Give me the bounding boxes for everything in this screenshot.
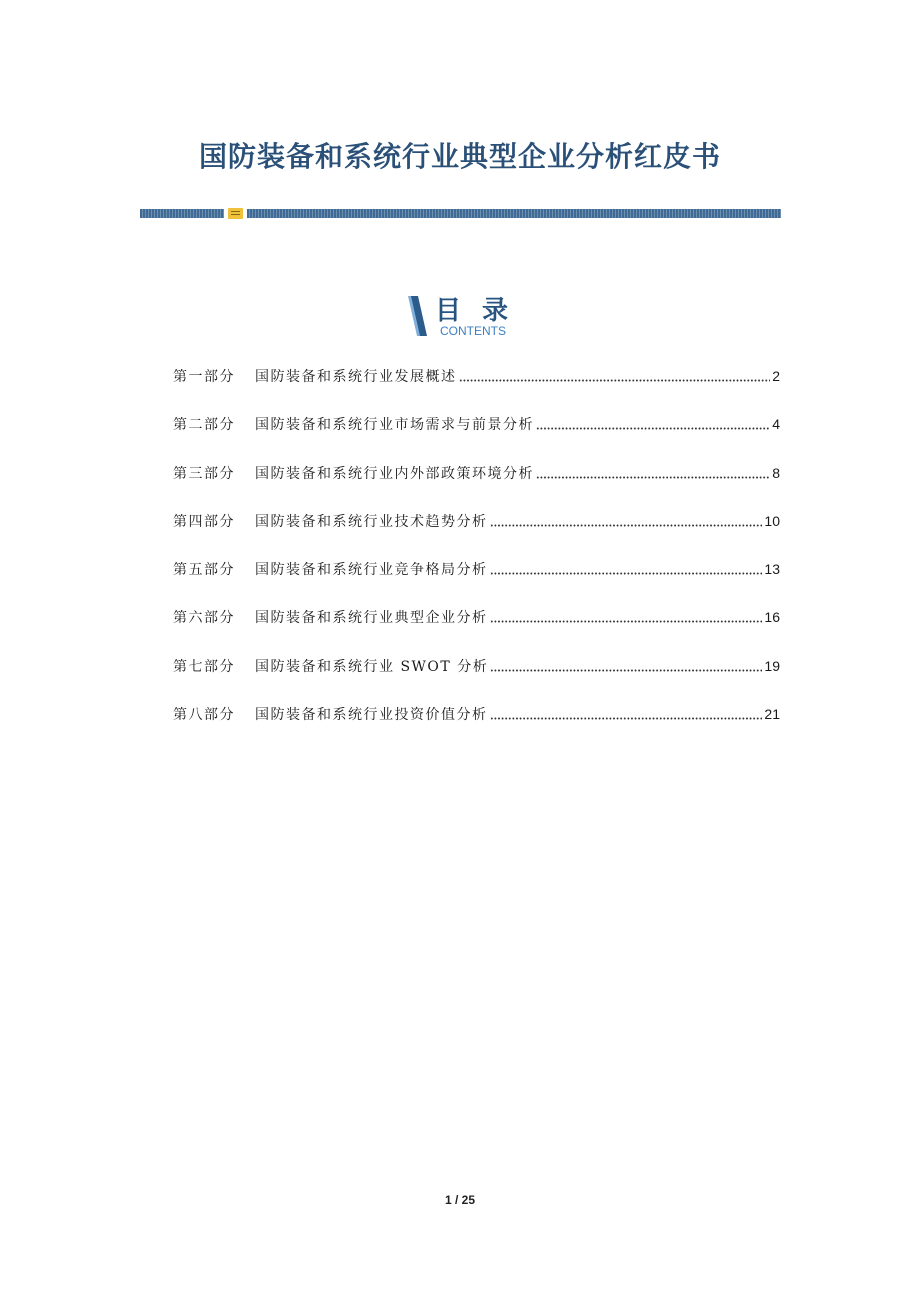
toc-list: [173, 366, 780, 752]
toc-dot-leader: [459, 368, 771, 382]
toc-entry-page: 21: [764, 706, 780, 723]
toc-dot-leader: [490, 658, 762, 672]
toc-entry-part: 第七部分: [173, 658, 235, 675]
slash-mark-icon: [408, 294, 430, 338]
toc-dot-leader: [490, 513, 763, 527]
toc-entry-part: 第二部分: [173, 417, 235, 434]
toc-entry[interactable]: [173, 704, 780, 728]
toc-entry[interactable]: [173, 607, 780, 631]
divider-left-segment: [140, 209, 224, 218]
toc-entry-page: 4: [772, 416, 780, 433]
toc-entry[interactable]: [173, 414, 780, 438]
toc-entry-page: 2: [772, 368, 780, 384]
toc-entry-page: 16: [764, 609, 780, 626]
page-indicator: 1 / 25: [444, 1193, 476, 1207]
toc-heading: [408, 294, 528, 342]
toc-dot-leader: [490, 561, 763, 575]
toc-entry[interactable]: [173, 366, 780, 390]
document-title: 国防装备和系统行业典型企业分析红皮书: [198, 139, 721, 173]
toc-dot-leader: [536, 465, 770, 479]
book-icon: [228, 208, 243, 219]
toc-dot-leader: [490, 706, 763, 720]
toc-entry-part: 第四部分: [173, 513, 235, 530]
toc-entry-title: 国防装备和系统行业典型企业分析: [255, 610, 488, 627]
toc-entry-title: 国防装备和系统行业发展概述: [255, 369, 457, 385]
toc-entry-title: 国防装备和系统行业内外部政策环境分析: [255, 465, 534, 482]
toc-entry-title: 国防装备和系统行业投资价值分析: [255, 707, 488, 724]
toc-entry-title: 国防装备和系统行业 SWOT 分析: [255, 658, 489, 675]
toc-entry[interactable]: [173, 656, 780, 680]
toc-entry[interactable]: [173, 463, 780, 487]
toc-heading-cn: 目 录: [435, 296, 515, 326]
toc-entry-page: 10: [764, 512, 780, 529]
toc-entry-part: 第六部分: [173, 610, 235, 627]
toc-entry-part: 第八部分: [173, 707, 235, 724]
title-divider: [140, 209, 781, 218]
toc-entry[interactable]: [173, 511, 780, 535]
toc-entry-page: 8: [772, 464, 780, 481]
divider-right-segment: [247, 209, 781, 218]
toc-entry-title: 国防装备和系统行业市场需求与前景分析: [255, 417, 534, 434]
toc-entry[interactable]: [173, 559, 780, 583]
toc-entry-part: 第五部分: [173, 562, 235, 579]
toc-entry-title: 国防装备和系统行业技术趋势分析: [255, 513, 488, 530]
toc-entry-page: 13: [764, 561, 780, 578]
toc-entry-page: 19: [764, 657, 780, 674]
toc-entry-part: 第一部分: [173, 369, 235, 385]
toc-dot-leader: [536, 416, 770, 430]
toc-heading-en: CONTENTS: [440, 324, 506, 338]
toc-dot-leader: [490, 609, 763, 623]
toc-entry-part: 第三部分: [173, 465, 235, 482]
toc-entry-title: 国防装备和系统行业竞争格局分析: [255, 562, 488, 579]
